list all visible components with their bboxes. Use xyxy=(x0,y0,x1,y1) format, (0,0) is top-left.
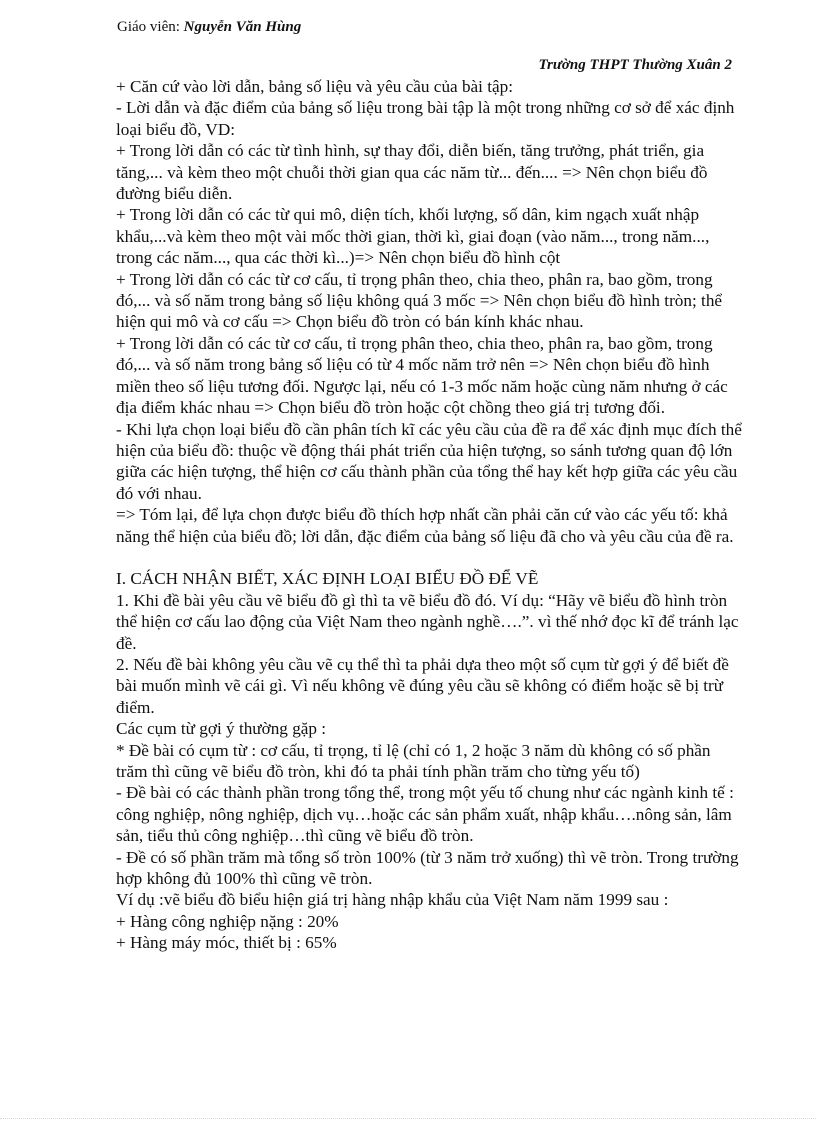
paragraph: Các cụm từ gợi ý thường gặp : xyxy=(116,719,327,739)
paragraph: * Đề bài có cụm từ : cơ cấu, tỉ trọng, tỉ lệ (chỉ có 1, 2 hoặc 3 năm dù không có số phần trăm thì cũng vẽ biểu đồ tròn, khi đó ta phải tính phần trăm cho từng yếu tố) xyxy=(116,740,711,781)
page-header-teacher xyxy=(117,19,301,36)
section-title: I. CÁCH NHẬN BIẾT, XÁC ĐỊNH LOẠI BIỂU ĐỒ ĐỂ VẼ xyxy=(116,569,539,589)
paragraph: - Khi lựa chọn loại biểu đồ cần phân tích kĩ các yêu cầu của đề ra để xác định mục đích thể hiện của biểu đồ: thuộc về động thái phát triển của hiện tượng, so sánh tương quan độ lớn giữa các hiện tượng, thể hiện cơ cấu thành phần của tổng thể hay kết hợp giữa các yêu cầu đó với nhau. xyxy=(116,419,742,503)
teacher-label: Giáo viên: xyxy=(117,19,184,35)
paragraph-spacer xyxy=(116,547,744,568)
paragraph: + Căn cứ vào lời dẫn, bảng số liệu và yêu cầu của bài tập: xyxy=(116,77,514,96)
paragraph: + Trong lời dẫn có các từ tình hình, sự thay đổi, diễn biến, tăng trưởng, phát triển, gia tăng,... và kèm theo một chuỗi thời gian qua các năm từ... đến.... => Nên chọn biểu đồ đường biểu diễn. xyxy=(116,141,708,204)
paragraph: + Trong lời dẫn có các từ cơ cấu, tỉ trọng phân theo, chia theo, phân ra, bao gồm, trong đó,... và số năm trong bảng số liệu có từ 4 mốc năm trở nên => Nên chọn biểu đồ hình miền theo số liệu tương đối. Ngược lại, nếu có 1-3 mốc năm hoặc cùng năm nhưng ở các địa điểm khác nhau => Chọn biểu đồ tròn hoặc cột chồng theo giá trị tương đối. xyxy=(116,333,728,418)
paragraph: - Lời dẫn và đặc điểm của bảng số liệu trong bài tập là một trong những cơ sở để xác định loại biểu đồ, VD: xyxy=(116,98,735,139)
document-body xyxy=(116,76,744,954)
paragraph: => Tóm lại, để lựa chọn được biểu đồ thích hợp nhất cần phải căn cứ vào các yếu tố: khả năng thể hiện của biểu đồ; lời dẫn, đặc điểm của bảng số liệu đã cho và yêu cầu của đề ra. xyxy=(116,505,734,546)
page-bottom-divider xyxy=(0,1118,816,1119)
paragraph: 1. Khi đề bài yêu cầu vẽ biểu đồ gì thì ta vẽ biểu đồ đó. Ví dụ: “Hãy vẽ biểu đồ hình tròn thể hiện cơ cấu lao động của Việt Nam theo ngành nghề….”. vì thế nhớ đọc kĩ để tránh lạc đề. xyxy=(116,590,739,653)
paragraph: 2. Nếu đề bài không yêu cầu vẽ cụ thể thì ta phải dựa theo một số cụm từ gợi ý để biết đề bài muốn mình vẽ cái gì. Vì nếu không vẽ đúng yêu cầu sẽ không có điểm hoặc sẽ bị trừ điểm. xyxy=(116,654,729,717)
paragraph: + Trong lời dẫn có các từ cơ cấu, tỉ trọng phân theo, chia theo, phân ra, bao gồm, trong đó,... và số năm trong bảng số liệu không quá 3 mốc => Nên chọn biểu đồ hình tròn; thể hiện qui mô và cơ cấu => Chọn biểu đồ tròn có bán kính khác nhau. xyxy=(116,269,723,332)
teacher-name: Nguyễn Văn Hùng xyxy=(183,19,302,35)
page-header-school: Trường THPT Thường Xuân 2 xyxy=(538,57,732,73)
list-item: + Hàng công nghiệp nặng : 20% xyxy=(116,911,339,931)
paragraph: Ví dụ :vẽ biểu đồ biểu hiện giá trị hàng nhập khẩu của Việt Nam năm 1999 sau : xyxy=(116,890,669,910)
paragraph: - Đề bài có các thành phần trong tổng thể, trong một yếu tố chung như các ngành kinh tế : công nghiệp, nông nghiệp, dịch vụ…hoặc các sản phẩm xuất, nhập khẩu….nông sản, lâm sản, tiểu thủ công nghiệp…thì cũng vẽ biểu đồ tròn. xyxy=(116,783,734,846)
paragraph: - Đề có số phần trăm mà tổng số tròn 100% (từ 3 năm trở xuống) thì vẽ tròn. Trong trường hợp không đủ 100% thì cũng vẽ tròn. xyxy=(116,847,739,889)
list-item: + Hàng máy móc, thiết bị : 65% xyxy=(116,933,337,953)
paragraph: + Trong lời dẫn có các từ qui mô, diện tích, khối lượng, số dân, kim ngạch xuất nhập khẩu,...và kèm theo một vài mốc thời gian, thời kì, giai đoạn (vào năm..., trong năm..., trong các năm..., qua các thời kì...)=> Nên chọn biểu đồ hình cột xyxy=(116,205,710,268)
